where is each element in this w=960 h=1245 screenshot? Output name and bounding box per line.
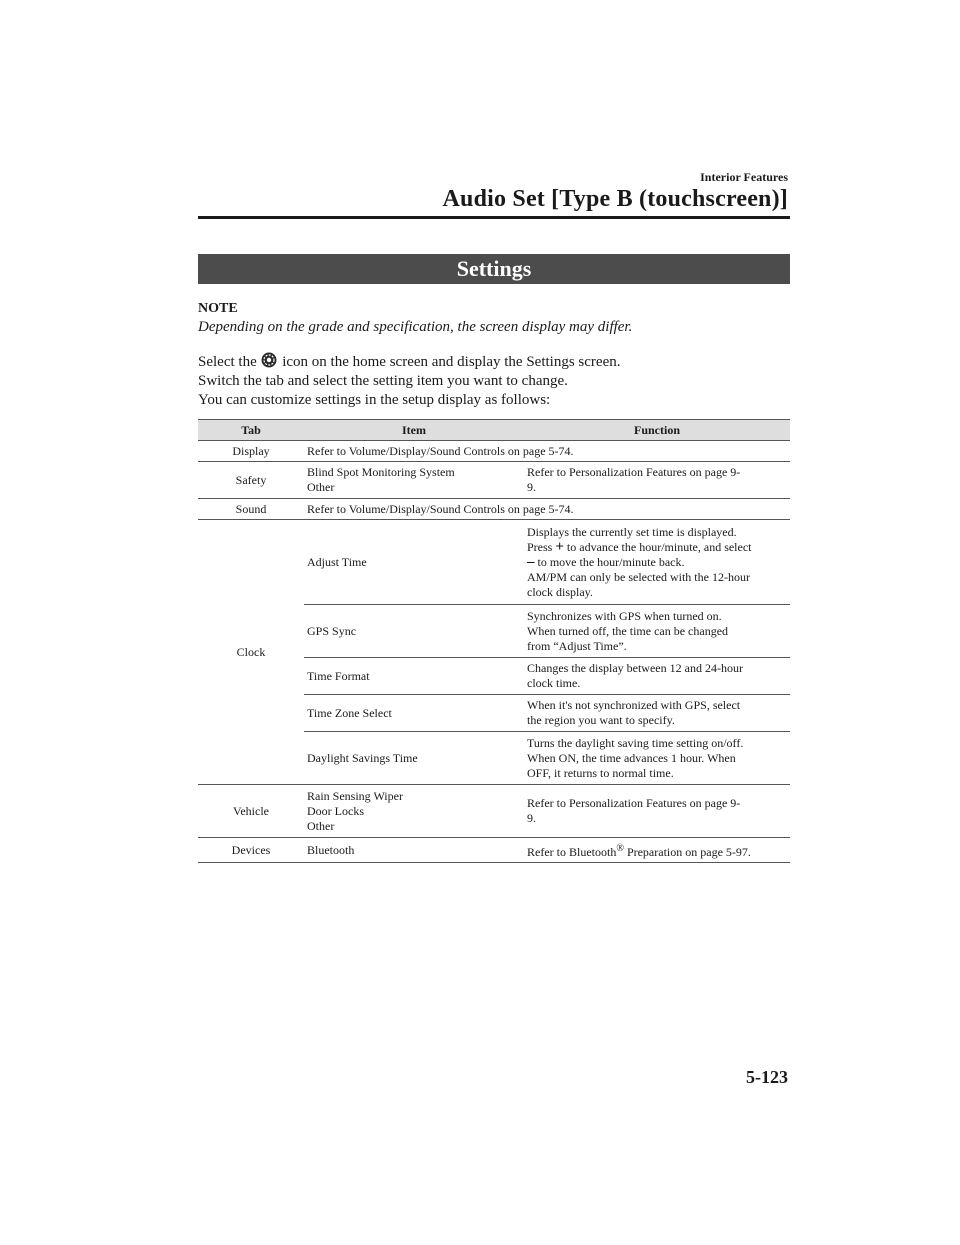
tab-vehicle: Vehicle <box>198 785 304 838</box>
tab-devices: Devices <box>198 838 304 863</box>
display-function: Refer to Volume/Display/Sound Controls on page 5-74. <box>304 441 790 462</box>
format-line-2: clock time. <box>527 676 581 690</box>
adjust-line-3-text: to move the hour/minute back. <box>537 554 685 569</box>
vehicle-items <box>304 785 524 838</box>
adjust-line-2-press: Press <box>527 539 553 554</box>
time-zone-function <box>524 695 790 732</box>
clock-item-adjust-time: Adjust Time <box>304 520 524 605</box>
intro-line-1-before: Select the <box>198 354 257 370</box>
page-title: Audio Set [Type B (touchscreen)] <box>442 186 788 212</box>
daylight-savings-function <box>524 732 790 785</box>
note-label: NOTE <box>198 301 238 316</box>
header-item: Item <box>304 420 524 441</box>
intro-line-1 <box>198 352 620 372</box>
adjust-line-1: Displays the currently set time is displayed. <box>527 524 737 539</box>
safety-function-line-1: Refer to Personalization Features on page 9- <box>527 465 741 479</box>
settings-banner: Settings <box>198 254 790 284</box>
clock-item-daylight-savings: Daylight Savings Time <box>304 732 524 785</box>
table-row-sound <box>198 499 790 520</box>
settings-gear-icon <box>261 352 277 368</box>
header-rule <box>198 216 790 219</box>
intro-line-1-after: icon on the home screen and display the Settings screen. <box>282 354 621 370</box>
adjust-line-3 <box>527 555 787 570</box>
safety-item-other: Other <box>307 480 335 494</box>
header-function: Function <box>524 420 790 441</box>
tab-display: Display <box>198 441 304 462</box>
vehicle-item-door-locks: Door Locks <box>307 803 364 818</box>
intro-line-3: You can customize settings in the setup display as follows: <box>198 392 551 408</box>
table-row-clock-adjust <box>198 520 790 605</box>
safety-function-line-2: 9. <box>527 480 536 494</box>
note-text: Depending on the grade and specification, the screen display may differ. <box>198 319 633 335</box>
zone-line-1: When it's not synchronized with GPS, select <box>527 698 741 712</box>
vehicle-function <box>524 785 790 838</box>
devices-item-bluetooth: Bluetooth <box>304 838 524 863</box>
format-line-1: Changes the display between 12 and 24-hour <box>527 661 743 675</box>
dst-line-2: When ON, the time advances 1 hour. When <box>527 750 736 765</box>
safety-items <box>304 462 524 499</box>
devices-function-a: Refer to Bluetooth <box>527 844 617 859</box>
vehicle-item-rain-wiper: Rain Sensing Wiper <box>307 788 403 803</box>
time-format-function <box>524 658 790 695</box>
header-tab: Tab <box>198 420 304 441</box>
gps-sync-function <box>524 605 790 658</box>
safety-item-bsm: Blind Spot Monitoring System <box>307 465 455 479</box>
table-header-row <box>198 420 790 441</box>
settings-table <box>198 419 790 863</box>
table-row-vehicle <box>198 785 790 838</box>
safety-function <box>524 462 790 499</box>
section-header: Interior Features <box>700 170 788 184</box>
clock-item-time-zone: Time Zone Select <box>304 695 524 732</box>
adjust-line-2-rest: to advance the hour/minute, and select <box>566 539 752 554</box>
intro-text <box>198 352 620 410</box>
vehicle-item-other: Other <box>307 818 335 833</box>
vehicle-function-line-1: Refer to Personalization Features on page 9- <box>527 796 741 810</box>
devices-function-b: Preparation on page 5-97. <box>623 844 751 859</box>
sound-function: Refer to Volume/Display/Sound Controls on page 5-74. <box>304 499 790 520</box>
plus-icon: + <box>555 538 564 555</box>
vehicle-function-line-2: 9. <box>527 811 536 825</box>
registered-mark: ® <box>616 842 624 854</box>
adjust-line-4: AM/PM can only be selected with the 12-hour <box>527 569 750 584</box>
tab-safety: Safety <box>198 462 304 499</box>
devices-function <box>524 838 790 863</box>
intro-line-2: Switch the tab and select the setting item you want to change. <box>198 373 568 389</box>
page-number: 5-123 <box>746 1067 788 1087</box>
clock-item-gps-sync: GPS Sync <box>304 605 524 658</box>
tab-clock: Clock <box>198 520 304 785</box>
table-row-safety <box>198 462 790 499</box>
table-row-display <box>198 441 790 462</box>
gps-line-2: When turned off, the time can be changed <box>527 623 729 638</box>
minus-icon: – <box>527 553 535 570</box>
tab-sound: Sound <box>198 499 304 520</box>
adjust-time-function <box>524 520 790 605</box>
adjust-line-5: clock display. <box>527 584 593 599</box>
dst-line-3: OFF, it returns to normal time. <box>527 765 674 780</box>
clock-item-time-format: Time Format <box>304 658 524 695</box>
zone-line-2: the region you want to specify. <box>527 713 675 727</box>
table-row-devices <box>198 838 790 863</box>
gps-line-3: from “Adjust Time”. <box>527 638 627 653</box>
dst-line-1: Turns the daylight saving time setting on/off. <box>527 735 744 750</box>
gps-line-1: Synchronizes with GPS when turned on. <box>527 608 722 623</box>
adjust-line-2 <box>527 540 787 555</box>
